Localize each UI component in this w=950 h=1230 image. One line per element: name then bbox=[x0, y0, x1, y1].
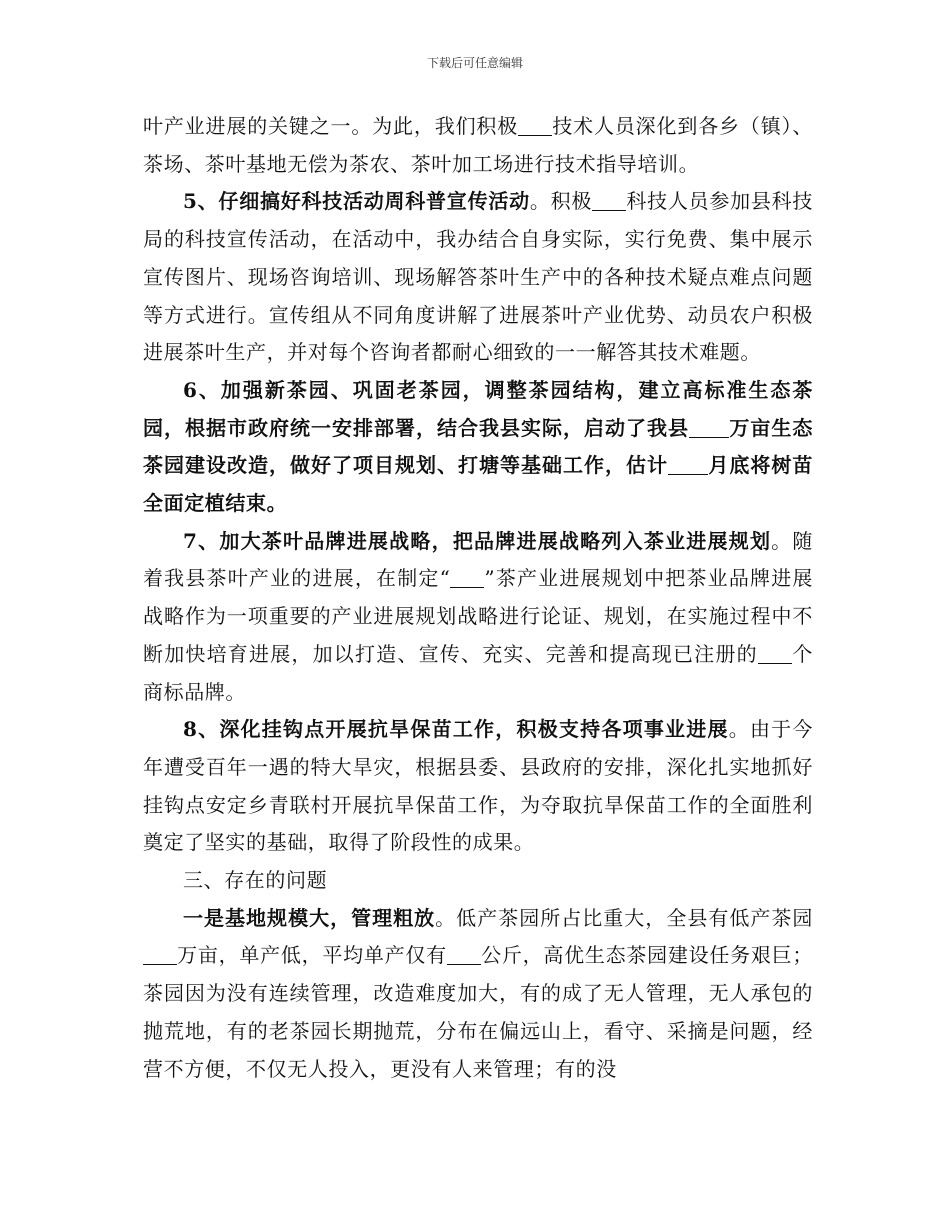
section-heading-problems: 三、存在的问题 bbox=[183, 868, 328, 893]
fill-blank bbox=[668, 454, 708, 475]
fill-blank bbox=[450, 567, 484, 588]
item-5-heading: 5、仔细搞好科技活动周科普宣传活动 bbox=[183, 189, 530, 214]
paragraph-tech-training: 叶产业进展的关键之一。为此，我们积极 技术人员深化到各乡（镇）、茶场、茶叶基地无偿为茶农、茶叶加工场进行技术指导培训。 bbox=[143, 114, 813, 176]
fill-blank bbox=[143, 944, 177, 965]
paragraph-problem-1: 一是基地规模大，管理粗放。低产茶园所占比重大，全县有低产茶园万亩，单产低，平均单产仅有 公斤，高优生态茶园建设任务艰巨；茶园因为没有连续管理，改造难度加大，有的成了无人管理，无人承包的抛荒地，有的老茶园长期抛荒，分布在偏远山上，看守、采摘是问题，经营不方便，不仅无人投入，更没有人来管理；有的没 bbox=[143, 905, 813, 1081]
problem-1-heading: 一是基地规模大，管理粗放 bbox=[183, 905, 436, 930]
paragraph-item-5: 5、仔细搞好科技活动周科普宣传活动。积极 科技人员参加县科技局的科技宣传活动，在活动中，我办结合自身实际，实行免费、集中展示宣传图片、现场咨询培训、现场解答茶叶生产中的各种技术疑点难点问题等方式进行。宣传组从不同角度讲解了进展茶叶产业优势、动员农户积极进展茶叶生产，并对每个咨询者都耐心细致的一一解答其技术难题。 bbox=[143, 189, 814, 365]
paragraph-item-7: 7、加大茶叶品牌进展战略，把品牌进展战略列入茶业进展规划。随着我县茶叶产业的进展，在制定“ ”茶产业进展规划中把茶业品牌进展战略作为一项重要的产业进展规划战略进行论证、规划，在实施过程中不断加快培育进展，加以打造、宣传、充实、完善和提高现已注册的 个商标品牌。 bbox=[143, 528, 813, 704]
document-body bbox=[143, 108, 813, 1088]
item-8-heading: 8、深化挂钩点开展抗旱保苗工作，积极支持各项事业进展 bbox=[183, 717, 729, 742]
fill-blank bbox=[758, 643, 792, 664]
fill-blank bbox=[447, 944, 481, 965]
paragraph-item-8: 8、深化挂钩点开展抗旱保苗工作，积极支持各项事业进展。由于今年遭受百年一遇的特大旱灾，根据县委、县政府的安排，深化扎实地抓好挂钩点安定乡青联村开展抗旱保苗工作，为夺取抗旱保苗工作的全面胜利奠定了坚实的基础，取得了阶段性的成果。 bbox=[143, 717, 814, 855]
fill-blank bbox=[518, 115, 552, 136]
paragraph-item-6: 6、加强新茶园、巩固老茶园，调整茶园结构，建立高标准生态茶园，根据市政府统一安排部署，结合我县实际，启动了我县 万亩生态茶园建设改造，做好了项目规划、打塘等基础工作，估计 月底将树苗全面定植结束。 bbox=[143, 377, 814, 516]
page-header: 下载后可任意编辑 bbox=[426, 56, 523, 70]
fill-blank bbox=[689, 417, 729, 438]
item-7-heading: 7、加大茶叶品牌进展战略，把品牌进展战略列入茶业进展规划 bbox=[183, 528, 772, 553]
fill-blank bbox=[592, 190, 626, 211]
